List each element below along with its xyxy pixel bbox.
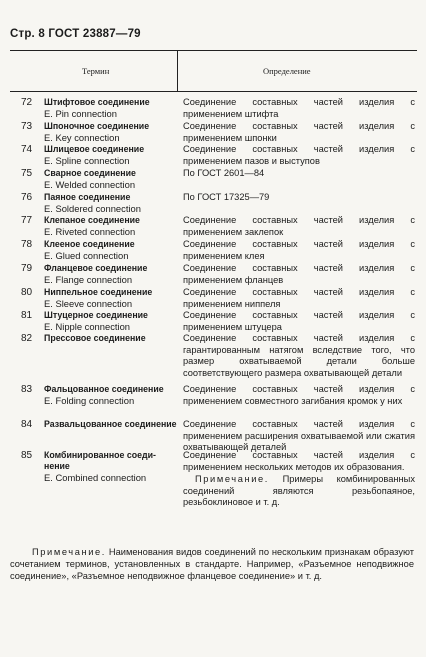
term-english: E. Soldered connection <box>44 203 141 214</box>
definition-cell <box>183 450 415 509</box>
term-english: E. Sleeve connection <box>44 298 133 309</box>
definition: Соединение составных частей изделия с применением заклепок <box>183 215 415 237</box>
term-number: 76 <box>21 192 33 203</box>
term-english: E. Flange connection <box>44 274 133 285</box>
term-russian: Фланцевое соединение <box>44 263 148 273</box>
definition: По ГОСТ 17325—79 <box>183 192 270 202</box>
term-number: 72 <box>21 97 33 108</box>
definition: Соединение составных частей изделия с применением шпонки <box>183 121 415 143</box>
term-cell <box>44 450 180 484</box>
note-text: Примеры комбинированных соединений являются резьбопаяное, резьбоклиновое и т. д. <box>183 474 415 508</box>
term-number: 73 <box>21 121 33 132</box>
term-russian: Штифтовое соединение <box>44 97 150 107</box>
term-number: 78 <box>21 239 33 250</box>
column-header-term: Термин <box>82 66 110 76</box>
definition: Соединение составных частей изделия с применением штуцера <box>183 310 415 332</box>
note-label: Примечание. <box>195 474 269 485</box>
term-english: E. Combined connection <box>44 472 147 483</box>
term-number: 82 <box>21 333 33 344</box>
term-number: 84 <box>21 419 33 430</box>
definition: Соединение составных частей изделия с применением клея <box>183 239 415 261</box>
term-number: 80 <box>21 287 33 298</box>
term-number: 74 <box>21 144 33 155</box>
term-russian: Штуцерное соединение <box>44 310 148 320</box>
header-column-divider <box>177 50 178 91</box>
term-cell <box>44 384 180 407</box>
term-russian: Ниппельное соединение <box>44 287 153 297</box>
footnote-text: Наименования видов соединений по нескольким признакам образуют сочетанием терминов, установленных в стандарте. Например, «Разъемное неподвижное соединение», «Разъемное неподвижное фланцевое соединение» и т. д. <box>10 547 414 581</box>
term-english: E. Nipple connection <box>44 321 130 332</box>
term-cell <box>44 215 180 238</box>
term-cell <box>44 239 180 262</box>
definition: По ГОСТ 2601—84 <box>183 168 265 178</box>
term-number: 79 <box>21 263 33 274</box>
term-cell <box>44 97 180 120</box>
page-footnote <box>10 547 414 582</box>
term-cell <box>44 121 180 144</box>
term-russian: Шпоночное соединение <box>44 121 150 131</box>
term-number: 81 <box>21 310 33 321</box>
definition: Соединение составных частей изделия с применением расширения охватываемой или сжатия охватывающей деталей <box>183 419 415 453</box>
term-russian: Сварное соединение <box>44 168 136 178</box>
term-english: E. Key connection <box>44 132 120 143</box>
term-cell <box>44 419 180 430</box>
page-header: Стр. 8 ГОСТ 23887—79 <box>10 28 141 40</box>
term-english: E. Welded connection <box>44 179 136 190</box>
term-cell <box>44 310 180 333</box>
term-russian: Клепаное соединение <box>44 215 140 225</box>
term-russian: Шлицевое соединение <box>44 144 145 154</box>
column-header-definition: Определение <box>263 66 311 76</box>
term-english: E. Spline connection <box>44 155 130 166</box>
definition-note <box>183 474 415 509</box>
term-russian: Комбинированное соеди- нение <box>44 450 156 471</box>
header-bottom-rule <box>10 91 417 92</box>
definition: Соединение составных частей изделия с применением нескольких методов их образования. <box>183 450 415 472</box>
term-cell <box>44 287 180 310</box>
term-number: 77 <box>21 215 33 226</box>
definition: Соединение составных частей изделия с применением штифта <box>183 97 415 119</box>
term-russian: Фальцованное соединение <box>44 384 164 394</box>
term-english: E. Folding connection <box>44 395 135 406</box>
term-number: 85 <box>21 450 33 461</box>
term-cell <box>44 263 180 286</box>
definition: Соединение составных частей изделия с применением совместного загибания кромок у них <box>183 384 415 406</box>
definition: Соединение составных частей изделия с гарантированным натягом вследствие того, что размер охватываемой детали больше соответствующего размера охватывающей детали <box>183 333 415 378</box>
footnote-label: Примечание. <box>32 547 106 557</box>
term-english: E. Glued connection <box>44 250 129 261</box>
table-top-rule <box>10 50 417 51</box>
term-russian: Паяное соединение <box>44 192 131 202</box>
term-english: E. Riveted connection <box>44 226 136 237</box>
definition: Соединение составных частей изделия с применением пазов и выступов <box>183 144 415 166</box>
term-cell <box>44 144 180 167</box>
term-russian: Клееное соединение <box>44 239 135 249</box>
term-cell <box>44 168 180 191</box>
term-russian: Прессовое соединение <box>44 333 146 343</box>
term-cell <box>44 192 180 215</box>
term-number: 83 <box>21 384 33 395</box>
term-cell <box>44 333 180 344</box>
definition: Соединение составных частей изделия с применением ниппеля <box>183 287 415 309</box>
term-number: 75 <box>21 168 33 179</box>
term-english: E. Pin connection <box>44 108 117 119</box>
term-russian: Развальцованное соединение <box>44 419 177 429</box>
definition: Соединение составных частей изделия с применением фланцев <box>183 263 415 285</box>
